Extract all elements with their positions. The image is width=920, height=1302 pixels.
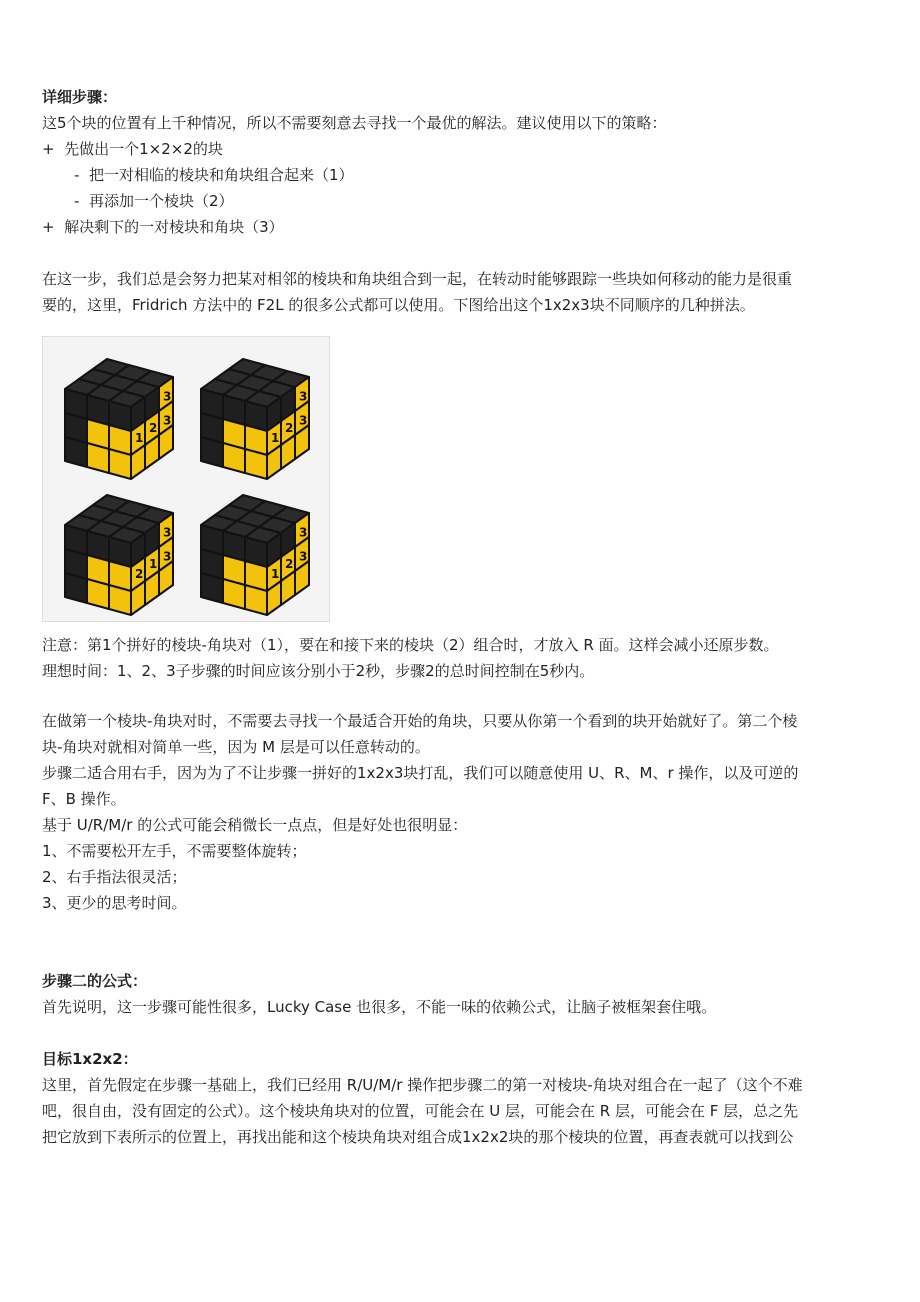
cube-number-label: 1 [271,567,280,581]
cube-number-label: 3 [299,549,308,564]
cube-number-label: 3 [299,413,308,428]
section-heading-step2-formulas: 步骤二的公式： [42,972,148,990]
cube-number-label: 3 [163,549,172,564]
cube-front-sticker [245,449,267,479]
cube-front-sticker [223,579,245,609]
cube-front-sticker [223,443,245,473]
cube-number-label: 3 [299,525,308,540]
cube-front-sticker [87,579,109,609]
cube-front-sticker [245,585,267,615]
note-line: 理想时间：1、2、3子步骤的时间应该分别小于2秒，步骤2的总时间控制在5秒内。 [42,662,595,680]
paragraph-line: 吧，很自由，没有固定的公式）。这个棱块角块对的位置，可能会在 U 层，可能会在 R 层，可能会在 F 层，总之先 [42,1102,799,1120]
cube-number-label: 2 [285,557,294,571]
cube-front-sticker [201,437,223,467]
cube-number-label: 2 [285,421,294,435]
benefit-item: 3、更少的思考时间。 [42,894,187,912]
strategy-item: + 解决剩下的一对棱块和角块（3） [42,218,284,236]
paragraph-line: 把它放到下表所示的位置上，再找出能和这个棱块角块对组合成1x2x2块的那个棱块的位置，再查表就可以找到公 [42,1128,794,1146]
paragraph-line: 在做第一个棱块-角块对时，不需要去寻找一个最适合开始的角块，只要从你第一个看到的块开始就好了。第二个棱 [42,712,798,730]
cube-front-sticker [87,443,109,473]
section-heading-target: 目标1x2x2： [42,1050,138,1068]
cube-number-label: 1 [135,431,144,445]
section-heading-detailed-steps: 详细步骤： [42,88,118,106]
cube-number-label: 2 [149,421,158,435]
cube-number-label: 3 [163,413,172,428]
intro-paragraph: 这5个块的位置有上千种情况，所以不需要刻意去寻找一个最优的解法。建议使用以下的策略： [42,114,667,132]
paragraph-line: F、B 操作。 [42,790,126,808]
cube-number-label: 3 [163,389,172,404]
strategy-subitem: - 把一对相临的棱块和角块组合起来（1） [74,166,354,184]
strategy-subitem: - 再添加一个棱块（2） [74,192,234,210]
cube-figure [42,336,330,622]
paragraph-line: 这里，首先假定在步骤一基础上，我们已经用 R/U/M/r 操作把步骤二的第一对棱块-角块对组合在一起了（这个不难 [42,1076,803,1094]
cube-number-label: 1 [149,557,158,571]
cube-number-label: 2 [135,567,144,581]
paragraph-line: 步骤二适合用右手，因为为了不让步骤一拼好的1x2x3块打乱，我们可以随意使用 U、R、M、r 操作，以及可逆的 [42,764,799,782]
cube-front-sticker [109,585,131,615]
paragraph-line: 在这一步，我们总是会努力把某对相邻的棱块和角块组合到一起，在转动时能够跟踪一些块如何移动的能力是很重 [42,270,793,288]
paragraph-line: 首先说明，这一步骤可能性很多，Lucky Case 也很多，不能一味的依赖公式，让脑子被框架套住哦。 [42,998,717,1016]
cube-front-sticker [65,573,87,603]
cube-front-sticker [201,573,223,603]
paragraph-line: 块-角块对就相对简单一些，因为 M 层是可以任意转动的。 [42,738,430,756]
cube-front-sticker [109,449,131,479]
note-line: 注意：第1个拼好的棱块-角块对（1），要在和接下来的棱块（2）组合时，才放入 R 面。这样会减小还原步数。 [42,636,779,654]
cube-number-label: 3 [299,389,308,404]
cube-number-label: 1 [271,431,280,445]
strategy-item: + 先做出一个1×2×2的块 [42,140,223,158]
benefit-item: 2、右手指法很灵活； [42,868,187,886]
paragraph-line: 基于 U/R/M/r 的公式可能会稍微长一点点，但是好处也很明显： [42,816,468,834]
document-body [42,84,862,1150]
paragraph-line: 要的，这里，Fridrich 方法中的 F2L 的很多公式都可以使用。下图给出这个1x2x3块不同顺序的几种拼法。 [42,296,755,314]
cube-number-label: 3 [163,525,172,540]
cube-front-sticker [65,437,87,467]
benefit-item: 1、不需要松开左手，不需要整体旋转； [42,842,307,860]
cube-illustrations [43,337,329,621]
